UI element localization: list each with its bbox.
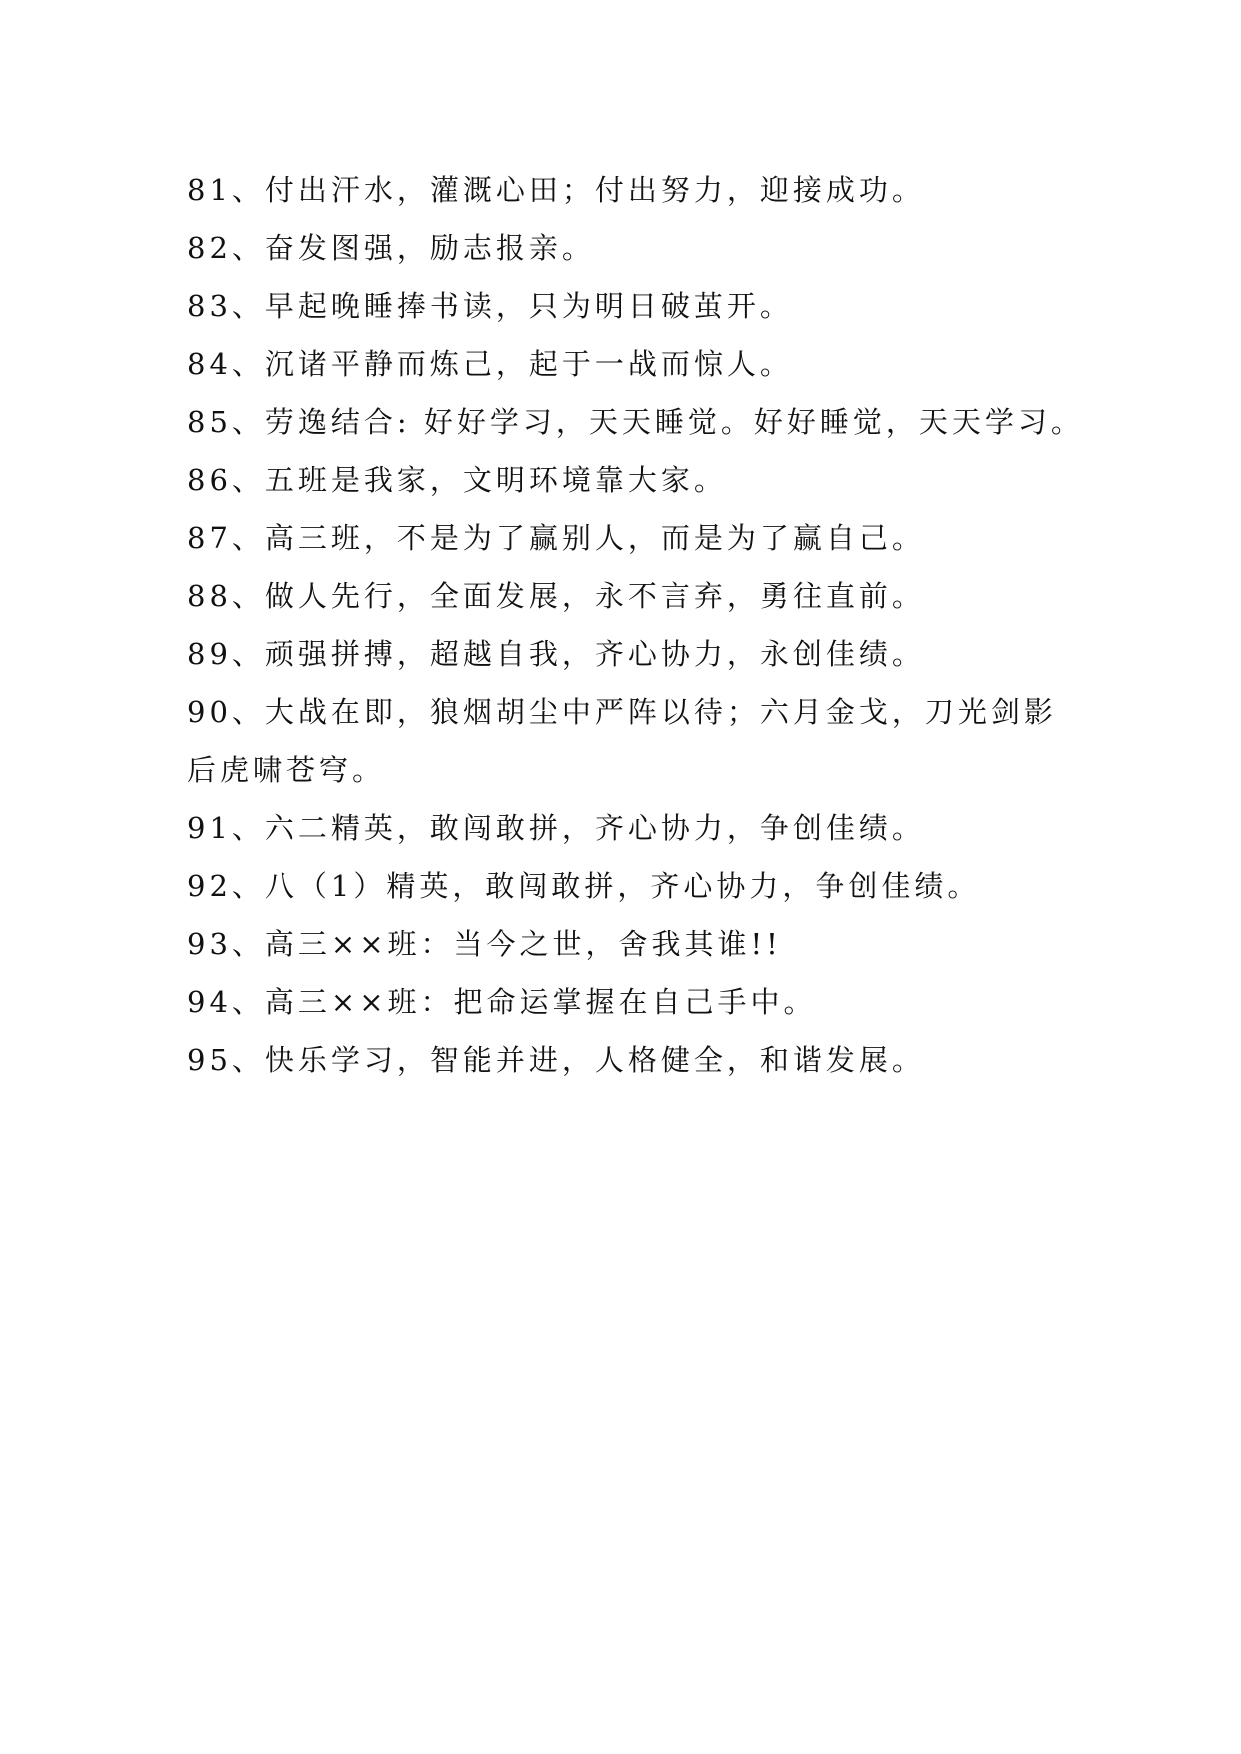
- list-item: 83、早起晚睡捧书读，只为明日破茧开。: [187, 289, 793, 323]
- list-item: 95、快乐学习，智能并进，人格健全，和谐发展。: [187, 1043, 925, 1077]
- list-item: 93、高三××班：当今之世，舍我其谁!!: [187, 927, 782, 961]
- list-item: 81、付出汗水，灌溉心田；付出努力，迎接成功。: [187, 173, 925, 207]
- list-item: 90、大战在即，狼烟胡尘中严阵以待；六月金戈，刀光剑影后虎啸苍穹。: [187, 695, 1057, 787]
- list-item: 92、八（1）精英，敢闯敢拼，齐心协力，争创佳绩。: [187, 869, 981, 903]
- list-item: 94、高三××班：把命运掌握在自己手中。: [187, 985, 817, 1019]
- list-item: 87、高三班，不是为了赢别人，而是为了赢自己。: [187, 521, 925, 555]
- list-item: 84、沉诸平静而炼己，起于一战而惊人。: [187, 347, 793, 381]
- list-item: 89、顽强拼搏，超越自我，齐心协力，永创佳绩。: [187, 637, 925, 671]
- list-item: 82、奋发图强，励志报亲。: [187, 231, 595, 265]
- slogan-list: [187, 161, 1087, 1089]
- list-item: 86、五班是我家，文明环境靠大家。: [187, 463, 727, 497]
- list-item: 88、做人先行，全面发展，永不言弃，勇往直前。: [187, 579, 925, 613]
- list-item: 91、六二精英，敢闯敢拼，齐心协力，争创佳绩。: [187, 811, 925, 845]
- list-item: 85、劳逸结合: 好好学习，天天睡觉。好好睡觉，天天学习。: [187, 405, 1084, 439]
